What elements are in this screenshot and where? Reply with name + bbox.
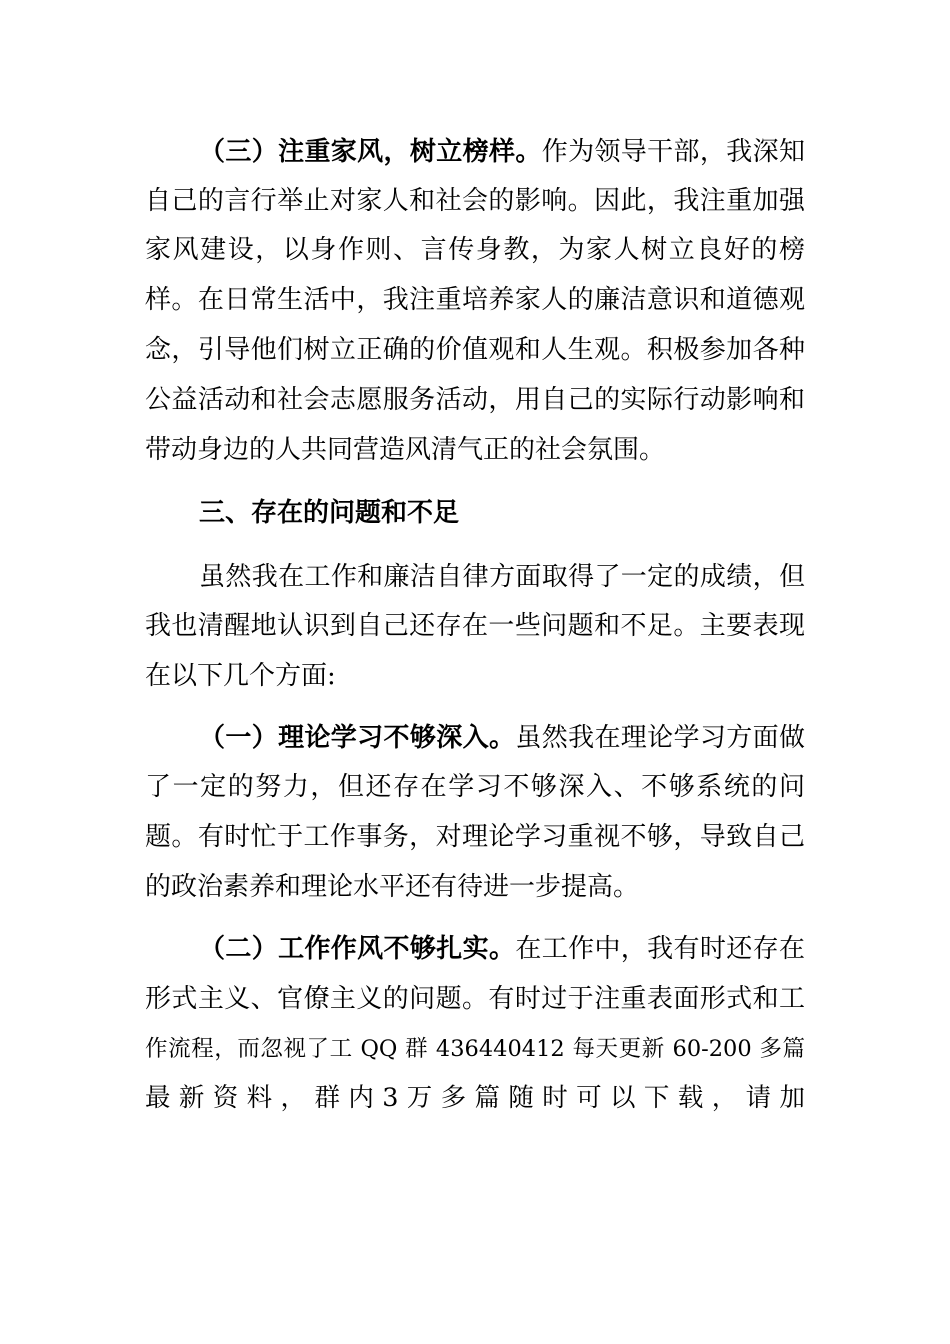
section-heading: 三、存在的问题和不足 [199, 498, 460, 528]
p2-line-1: 虽然我在工作和廉洁自律方面取得了一定的成绩，但 [199, 562, 805, 592]
p1-line-4: 样。在日常生活中，我注重培养家人的廉洁意识和道德观 [145, 285, 805, 315]
p1-line-5: 念，引导他们树立正确的价值观和人生观。积极参加各种 [145, 335, 805, 365]
p1-line-1-text: 作为领导干部，我深知 [541, 137, 805, 167]
p4-heading: （二）工作作风不够扎实。 [199, 934, 516, 964]
p4-line-2: 形式主义、官僚主义的问题。有时过于注重表面形式和工 [145, 984, 805, 1014]
p1-line-1 [199, 132, 805, 172]
p2-line-3: 在以下几个方面: [145, 661, 336, 691]
p3-line-4: 的政治素养和理论水平还有待进一步提高。 [145, 872, 640, 902]
p4-line-1-text: 在工作中，我有时还存在 [515, 934, 805, 964]
p4-line-4: 最 新 资 料 ， 群 内 3 万 多 篇 随 时 可 以 下 载 ， 请 加 [145, 1083, 805, 1113]
p3-line-2: 了一定的努力，但还存在学习不够深入、不够系统的问 [145, 772, 805, 802]
p1-line-2: 自己的言行举止对家人和社会的影响。因此，我注重加强 [145, 186, 805, 216]
p4-line-1 [199, 929, 805, 969]
p2-line-2: 我也清醒地认识到自己还存在一些问题和不足。主要表现 [145, 611, 805, 641]
p1-line-7: 带动身边的人共同营造风清气正的社会氛围。 [145, 435, 666, 465]
p3-heading: （一）理论学习不够深入。 [199, 723, 516, 753]
p1-line-3: 家风建设，以身作则、言传身教，为家人树立良好的榜 [145, 235, 805, 265]
p4-line-3: 作流程，而忽视了工 QQ 群 436440412 每天更新 60-200 多篇 [145, 1036, 805, 1062]
p3-line-3: 题。有时忙于工作事务，对理论学习重视不够，导致自己 [145, 822, 805, 852]
p3-line-1-text: 虽然我在理论学习方面做 [515, 723, 805, 753]
p1-line-6: 公益活动和社会志愿服务活动，用自己的实际行动影响和 [145, 385, 805, 415]
p3-line-1 [199, 718, 805, 758]
p1-heading: （三）注重家风，树立榜样。 [199, 137, 542, 167]
